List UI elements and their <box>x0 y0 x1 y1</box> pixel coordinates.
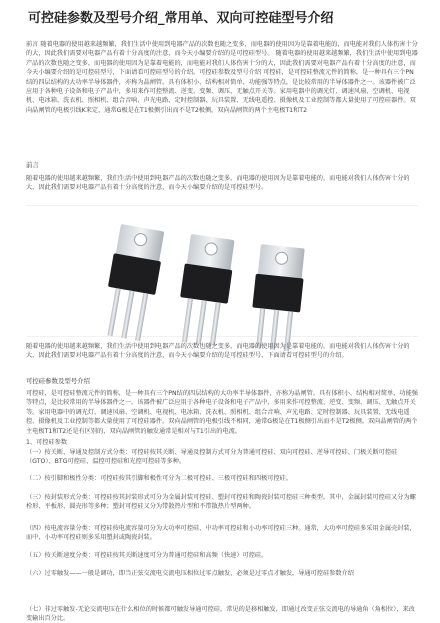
list-item: （四）按电流容量分类：可控硅按电流容量可分为大功率可控硅、中功率可控硅和小功率可控硅三种。通常，大功率可控硅多采用金属壳封装，而中、小功率可控硅则多采用塑封或陶瓷封装。 <box>26 525 416 542</box>
list-item: （六）过零触发——一般是调功，即当正弦交流电交流电压相位过零点触发，必须是过零点才触发，导通可控硅参数介绍 <box>26 570 354 577</box>
list-item: （三）按封装形式分类：可控硅按其封装形式可分为金属封装可控硅、塑封可控硅和陶瓷封装可控硅三种类型。其中，金属封装可控硅又分为螺栓形、平板形、圆壳形等多种；塑封可控硅又分为带散热片型和不带散热片型两种。 <box>26 494 416 511</box>
section-paragraph: 可控硅，是可控硅整流元件的简称，是一种具有三个PN结的四层结构的大功率半导体器件，亦称为晶闸管。具有体积小、结构相对简单、功能强等特点，是比较常用的半导体器件之一。该器件被广泛应用于各种电子设备和电子产品中，多用来作可控整流、逆变、变频、调压、无触点开关等。家用电器中的调光灯、调速风扇、空调机、电视机、电冰箱、洗衣机、照相机、组合音响、声光电路、定时控制器、玩具装置、无线电遥控、摄像机及工业控制等都大量使用了可控硅器件。双向晶闸管的电极引线不相同，通常G极是在T1极侧引出而不是T2极侧。双向晶闸管的两个主电极T1和T2还是有区别的，双向晶闸管的触发通常是相对与T1引出的电流。 <box>26 390 418 435</box>
thyristor-middle <box>174 234 237 348</box>
list-item: （二）按引脚和极性分类：可控硅按其引脚和极性可分为二极可控硅、三极可控硅和四极可控硅。 <box>26 475 293 482</box>
preface-heading: 前言 <box>26 161 39 169</box>
thyristor-right <box>248 244 307 352</box>
thyristor-illustration <box>26 206 418 336</box>
section-heading: 可控硅参数及型号介绍 <box>26 377 90 385</box>
list-item: （七）非过零触发-无论交流电压在什么相位的时候都可触发导通可控硅，常见的是移相触发，即通过改变正弦交流电的导通角（角相位），来改变输出百分比。 <box>26 606 415 623</box>
thyristor-photo <box>26 205 418 337</box>
after-image-paragraph: 随着电器的使用越来越频繁，我们生活中使用到电器产品的次数也随之变多，而电器的使用因为是靠着电能的，而电能对我们人体伤害十分的大，因此我们需要对电器产品有着十分高度的注意，而今天小编要介绍的是可控硅型号，下面请看可控硅型号的介绍。 <box>26 343 410 360</box>
preface-paragraph: 随着电器的使用越来越频繁，我们生活中使用到电器产品的次数也随之变多，而电器的使用因为是靠着电能的，而电能对我们人体伤害十分的大，因此我们需要对电器产品有着十分高度的注意，而今天小编要介绍的是可控硅型号。 <box>26 175 410 192</box>
list-item: （一）按关断、导通及控制方式分类：可控硅按其关断、导通及控制方式可分为普通可控硅、双向可控硅、逆导可控硅、门极关断可控硅（GTO）、BTG可控硅、温控可控硅和光控可控硅等多种。 <box>26 449 398 466</box>
intro-paragraph: 前言 随着电器的使用越来越频繁，我们生活中使用到电器产品的次数也随之变多，而电器的使用因为是靠着电能的，而电能对我们人体伤害十分的大，因此我们需要对电器产品有着十分高度的注意，而今天小编要介绍的是可控硅型号。 随着电器的使用越来越频繁，我们生活中使用到电器产品的次数也随之变多，而电器的使用因为是靠着电能的，而电能对我们人体伤害十分的大，因此我们需要对电器产品有着十分高度的注意，而今天小编要介绍的是可控硅型号，下面请看可控硅型号的介绍。可控硅参数及型号介绍 可控硅，是可控硅整流元件的简称，是一种具有三个PN结的四层结构的大功率半导体器件，亦称为晶闸管。具有体积小、结构相对简单、功能强等特点，是比较常用的半导体器件之一。该器件被广泛应用于各种电子设备和电子产品中，多用来作可控整流、逆变、变频、调压、无触点开关等。家用电器中的调光灯、调速风扇、空调机、电视机、电冰箱、洗衣机、照相机、组合音响、声光电路、定时控制器、玩具装置、无线电遥控、摄像机及工业控制等都大量使用了可控硅器件。双向晶闸管的电极引线K来定，通常G极是在T1极侧引出而不是T2极侧。双向晶闸管的两个主电极T1和T2 <box>26 41 418 114</box>
thyristor-left <box>100 224 167 343</box>
list-heading: 1、可控硅参数 <box>26 439 68 446</box>
page-title: 可控硅参数及型号介绍_常用单、双向可控硅型号介绍 <box>28 11 334 26</box>
list-item: （五）按关断速度分类：可控硅按其关断速度可分为普通可控硅和高频（快速）可控硅。 <box>26 552 268 559</box>
